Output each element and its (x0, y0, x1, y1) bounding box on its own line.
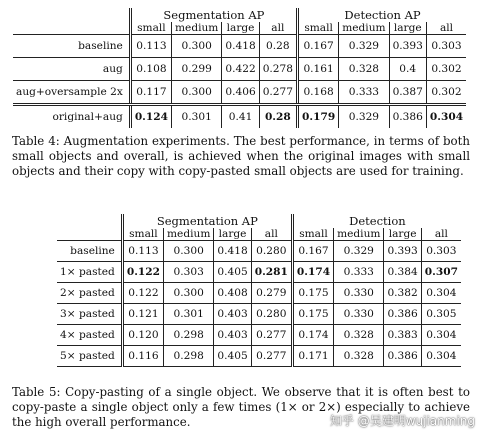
group-header-detection: Detection AP (298, 8, 467, 22)
table-cell: 0.303 (164, 262, 214, 283)
table-row (57, 325, 461, 346)
table-cell: 0.299 (172, 58, 222, 81)
table-cell: 0.167 (292, 241, 333, 262)
row-label: aug+oversample 2x (13, 81, 130, 105)
row-label: aug (13, 58, 130, 81)
table-row (13, 81, 466, 105)
table-cell: 0.277 (251, 325, 292, 346)
table-cell: 0.121 (122, 304, 163, 325)
row-label: baseline (57, 241, 122, 262)
corner-cell (13, 8, 130, 22)
table-row (13, 58, 466, 81)
col-header: all (251, 228, 292, 241)
table-4-caption: Table 4: Augmentation experiments. The best performance, in terms of both small objects and overall, is achieved when the original images with small objects and their copy with copy-pasted small objects are used for training. (12, 134, 470, 178)
col-header: medium (334, 228, 384, 241)
table-cell: 0.302 (426, 58, 466, 81)
row-label: 3× pasted (57, 304, 122, 325)
table-cell: 0.28 (259, 35, 297, 58)
table-cell: 0.298 (164, 346, 214, 367)
table-cell: 0.328 (339, 58, 389, 81)
table-cell: 0.302 (426, 81, 466, 105)
table-cell: 0.41 (222, 105, 259, 129)
table-row (57, 346, 461, 367)
col-header: large (214, 228, 251, 241)
table-cell: 0.418 (214, 241, 251, 262)
table-cell: 0.174 (292, 262, 333, 283)
table-cell: 0.386 (384, 304, 421, 325)
table-cell: 0.108 (130, 58, 171, 81)
table-cell: 0.408 (214, 283, 251, 304)
table-cell: 0.117 (130, 81, 171, 105)
table-cell: 0.405 (214, 262, 251, 283)
table-cell: 0.171 (292, 346, 333, 367)
table-cell: 0.280 (251, 241, 292, 262)
table-cell: 0.405 (214, 346, 251, 367)
table-cell: 0.384 (384, 262, 421, 283)
table-cell: 0.303 (421, 241, 461, 262)
col-header: medium (339, 22, 389, 35)
table-row (13, 105, 466, 129)
table-cell: 0.298 (164, 325, 214, 346)
col-header: all (259, 22, 297, 35)
table-cell: 0.303 (426, 35, 466, 58)
row-label: 1× pasted (57, 262, 122, 283)
table-cell: 0.305 (421, 304, 461, 325)
table-cell: 0.393 (384, 241, 421, 262)
group-header-segmentation: Segmentation AP (122, 214, 292, 228)
table-cell: 0.418 (222, 35, 259, 58)
table-cell: 0.279 (251, 283, 292, 304)
table-cell: 0.301 (164, 304, 214, 325)
col-header: small (292, 228, 333, 241)
table-cell: 0.304 (421, 325, 461, 346)
table-cell: 0.330 (334, 283, 384, 304)
table-cell: 0.382 (384, 283, 421, 304)
table-cell: 0.120 (122, 325, 163, 346)
table-cell: 0.179 (298, 105, 339, 129)
group-header-segmentation: Segmentation AP (130, 8, 297, 22)
col-header: medium (164, 228, 214, 241)
watermark: 知乎 @吴建明wujianming (329, 414, 475, 428)
table-cell: 0.175 (292, 283, 333, 304)
row-label: 2× pasted (57, 283, 122, 304)
table-cell: 0.300 (172, 35, 222, 58)
table-cell: 0.277 (251, 346, 292, 367)
table-cell: 0.124 (130, 105, 171, 129)
table-cell: 0.161 (298, 58, 339, 81)
table-row (57, 241, 461, 262)
table-cell: 0.393 (389, 35, 426, 58)
table-cell: 0.387 (389, 81, 426, 105)
table-cell: 0.113 (130, 35, 171, 58)
col-header: large (389, 22, 426, 35)
row-label: original+aug (52, 111, 123, 123)
table-cell: 0.174 (292, 325, 333, 346)
table-cell: 0.122 (122, 262, 163, 283)
row-label: 4× pasted (57, 325, 122, 346)
table-cell: 0.330 (334, 304, 384, 325)
table-cell: 0.168 (298, 81, 339, 105)
table-cell: 0.167 (298, 35, 339, 58)
row-label: baseline (13, 35, 130, 58)
table-cell: 0.328 (334, 346, 384, 367)
table-cell: 0.304 (421, 346, 461, 367)
table-cell: 0.278 (259, 58, 297, 81)
table-cell: 0.116 (122, 346, 163, 367)
table-cell: 0.422 (222, 58, 259, 81)
table-5-caption: Table 5: Copy-pasting of a single object. We observe that it is often best to copy-paste a single object only a few times (1× or 2×) especially to achieve the high overall performance. (12, 385, 470, 429)
table-cell: 0.277 (259, 81, 297, 105)
table-cell: 0.403 (214, 325, 251, 346)
table-cell: 0.328 (334, 325, 384, 346)
table-cell: 0.300 (172, 81, 222, 105)
corner-cell (57, 228, 122, 241)
table-row (57, 262, 461, 283)
col-header: medium (172, 22, 222, 35)
table-cell: 0.304 (426, 105, 466, 129)
table-cell: 0.4 (389, 58, 426, 81)
table-cell: 0.403 (214, 304, 251, 325)
table-cell: 0.300 (164, 241, 214, 262)
table-cell: 0.406 (222, 81, 259, 105)
col-header: large (222, 22, 259, 35)
table-cell: 0.386 (384, 346, 421, 367)
table-cell: 0.28 (259, 105, 297, 129)
table-5 (57, 214, 461, 367)
col-header: small (130, 22, 171, 35)
table-cell: 0.304 (421, 283, 461, 304)
table-cell: 0.333 (334, 262, 384, 283)
table-4-body (13, 35, 466, 129)
table-cell: 0.383 (384, 325, 421, 346)
table-cell: 0.300 (164, 283, 214, 304)
table-cell: 0.301 (172, 105, 222, 129)
table-cell: 0.307 (421, 262, 461, 283)
col-header: all (426, 22, 466, 35)
table-4 (13, 8, 466, 128)
col-header: small (298, 22, 339, 35)
table-cell: 0.386 (389, 105, 426, 129)
table-cell: 0.329 (339, 105, 389, 129)
table-cell: 0.122 (122, 283, 163, 304)
table-cell: 0.329 (339, 35, 389, 58)
table-cell: 0.175 (292, 304, 333, 325)
corner-cell (13, 22, 130, 35)
table-cell: 0.280 (251, 304, 292, 325)
table-cell: 0.281 (251, 262, 292, 283)
col-header: large (384, 228, 421, 241)
table-row (13, 35, 466, 58)
corner-cell (57, 214, 122, 228)
table-cell: 0.113 (122, 241, 163, 262)
table-cell: 0.329 (334, 241, 384, 262)
col-header: small (122, 228, 163, 241)
row-label: 5× pasted (57, 346, 122, 367)
table-row (57, 304, 461, 325)
table-cell: 0.333 (339, 81, 389, 105)
table-5-body (57, 241, 461, 367)
table-row (57, 283, 461, 304)
group-header-detection: Detection (292, 214, 461, 228)
col-header: all (421, 228, 461, 241)
